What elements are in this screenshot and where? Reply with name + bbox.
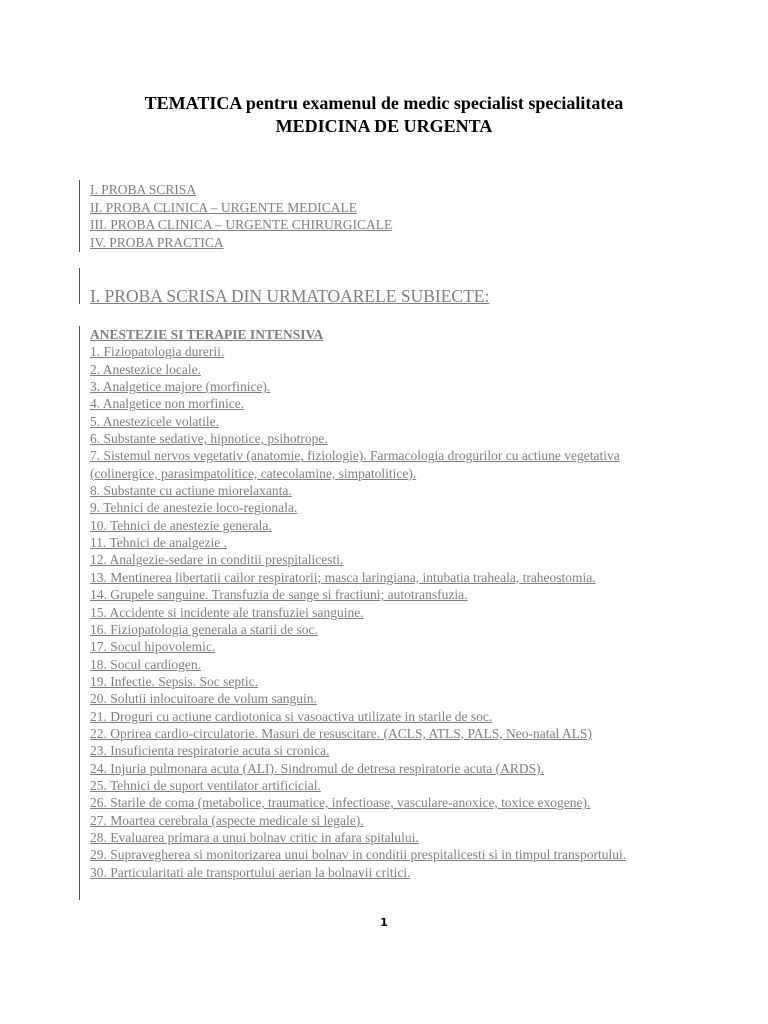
list-item[interactable]: 3. Analgetice majore (morfinice).	[90, 379, 271, 395]
list-item[interactable]: 12. Analgezie-sedare in conditii prespitalicesti.	[90, 552, 344, 568]
list-item[interactable]: 7. Sistemul nervos vegetativ (anatomie, fiziologie). Farmacologia drogurilor cu actiune vegetativa (colinergice, parasimpatolitice, catecolamine, simpatolitice).	[90, 448, 620, 481]
list-item[interactable]: 5. Anestezicele volatile.	[90, 413, 219, 429]
toc-link-urgente-medicale[interactable]: II. PROBA CLINICA – URGENTE MEDICALE	[90, 199, 357, 215]
list-item[interactable]: 11. Tehnici de analgezie .	[90, 535, 227, 551]
list-item[interactable]: 23. Insuficienta respiratorie acuta si cronica.	[90, 743, 330, 759]
list-item[interactable]: 6. Substante sedative, hipnotice, psihotrope.	[90, 431, 328, 447]
list-item[interactable]: 15. Accidente si incidente ale transfuziei sanguine.	[90, 604, 364, 620]
list-item[interactable]: 4. Analgetice non morfinice.	[90, 396, 245, 412]
list-item[interactable]: 18. Socul cardiogen.	[90, 656, 201, 672]
list-item[interactable]: 29. Supravegherea si monitorizarea unui bolnav in conditii prespitalicesti si in timpul transportului.	[90, 847, 627, 863]
list-item[interactable]: 27. Moartea cerebrala (aspecte medicale si legale).	[90, 812, 364, 828]
change-bar	[79, 326, 80, 900]
title-line-2: MEDICINA DE URGENTA	[275, 116, 493, 136]
list-item[interactable]: 1. Fiziopatologia durerii.	[90, 344, 225, 360]
list-item[interactable]: 24. Injuria pulmonara acuta (ALI). Sindromul de detresa respiratorie acuta (ARDS).	[90, 760, 544, 776]
list-item[interactable]: 10. Tehnici de anestezie generala.	[90, 517, 272, 533]
list-item[interactable]: 13. Mentinerea libertatii cailor respiratorii; masca laringiana, intubatia traheala, traheostomia.	[90, 569, 596, 585]
list-item[interactable]: 30. Particularitati ale transportului aerian la bolnavii critici.	[90, 864, 411, 880]
table-of-contents	[90, 181, 392, 251]
toc-link-proba-practica[interactable]: IV. PROBA PRACTICA	[90, 234, 224, 250]
list-item[interactable]: 25. Tehnici de suport ventilator artificicial.	[90, 777, 321, 793]
list-item[interactable]: 8. Substante cu actiune miorelaxanta.	[90, 483, 292, 499]
document-title	[0, 92, 768, 138]
title-line-1: TEMATICA pentru examenul de medic specialist specialitatea	[144, 93, 624, 113]
toc-link-proba-scrisa[interactable]: I. PROBA SCRISA	[90, 182, 197, 197]
subsection-heading[interactable]: ANESTEZIE SI TERAPIE INTENSIVA	[90, 327, 324, 342]
list-item[interactable]: 28. Evaluarea primara a unui bolnav critic in afara spitalului.	[90, 829, 419, 845]
list-item[interactable]: 9. Tehnici de anestezie loco-regionala.	[90, 500, 298, 516]
toc-link-urgente-chirurgicale[interactable]: III. PROBA CLINICA – URGENTE CHIRURGICALE	[90, 217, 393, 233]
list-item[interactable]: 21. Droguri cu actiune cardiotonica si vasoactiva utilizate in starile de soc.	[90, 708, 493, 724]
list-item[interactable]: 14. Grupele sanguine. Transfuzia de sange si fractiuni; autotransfuzia.	[90, 587, 468, 603]
list-item[interactable]: 20. Solutii inlocuitoare de volum sanguin.	[90, 691, 317, 707]
list-item[interactable]: 22. Oprirea cardio-circulatorie. Masuri de resuscitare. (ACLS, ATLS, PALS, Neo-natal ALS)	[90, 725, 592, 741]
topic-list	[90, 326, 670, 881]
list-item[interactable]: 2. Anestezice locale.	[90, 361, 201, 377]
list-item[interactable]: 17. Socul hipovolemic.	[90, 639, 216, 655]
list-item[interactable]: 19. Infectie. Sepsis. Soc septic.	[90, 673, 258, 689]
page-number: 1	[380, 916, 388, 929]
list-item[interactable]: 16. Fiziopatologia generala a starii de soc.	[90, 621, 318, 637]
change-bar	[79, 268, 80, 304]
change-bar	[79, 180, 80, 252]
list-item[interactable]: 26. Starile de coma (metabolice, traumatice, infectioase, vasculare-anoxice, toxice exogene).	[90, 795, 591, 811]
section-heading[interactable]: I. PROBA SCRISA DIN URMATOARELE SUBIECTE:	[90, 286, 490, 306]
